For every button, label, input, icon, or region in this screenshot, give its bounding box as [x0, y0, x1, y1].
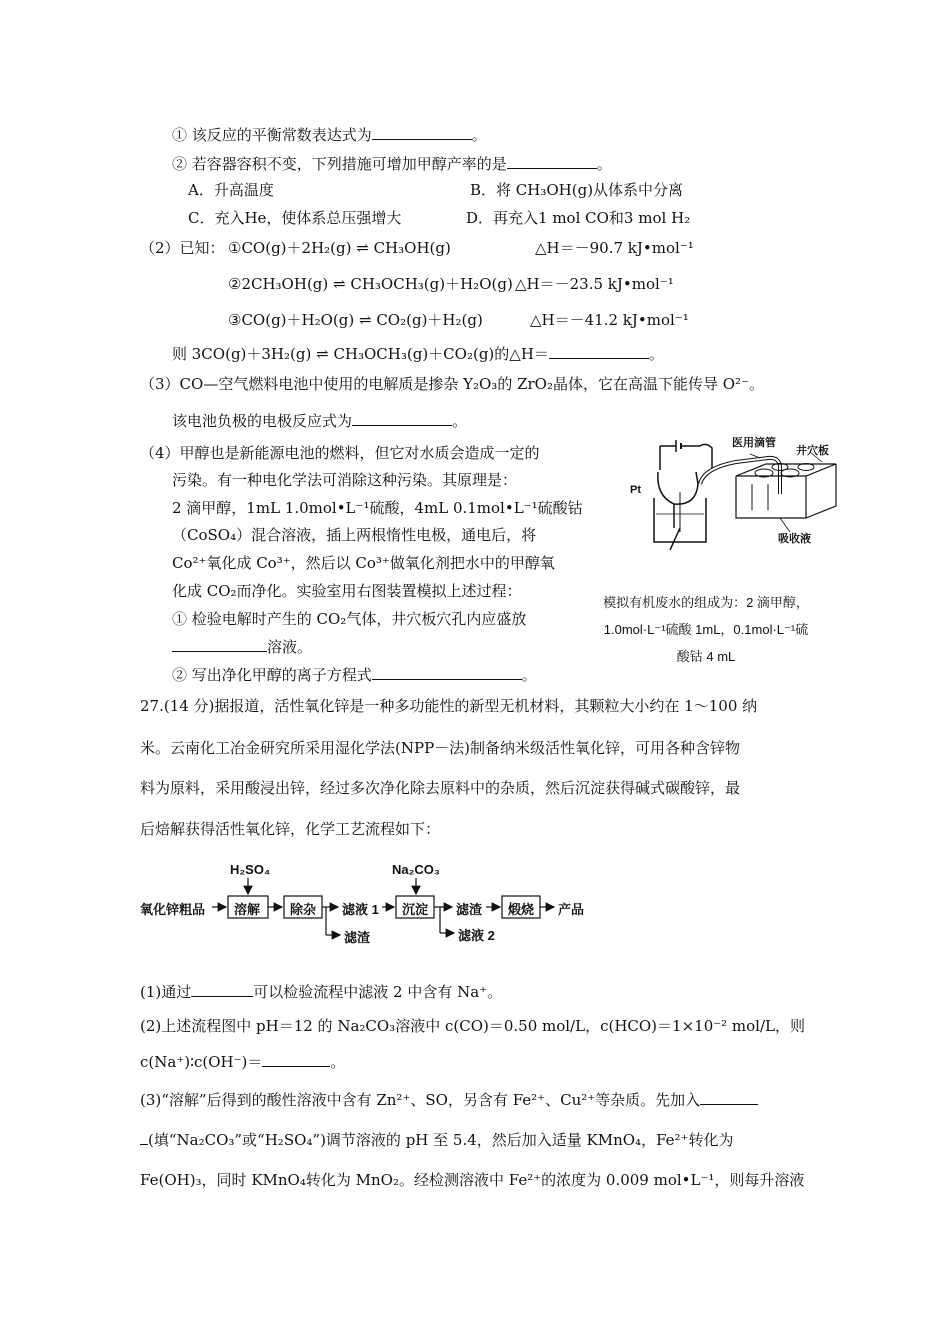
- flow-end-product: 产品: [558, 902, 585, 917]
- q27-sub3-text: (3)“溶解”后得到的酸性溶液中含有 Zn²⁺、SO，另含有 Fe²⁺、Cu²⁺等杂质。先加入: [140, 1091, 701, 1109]
- equation-2: ②2CH₃OH(g) ⇌ CH₃OCH₃(g)＋H₂O(g): [228, 275, 513, 293]
- q27-sub3-line-a: [140, 1089, 758, 1110]
- q26-part4-line9-text: ② 写出净化甲醇的离子方程式: [172, 666, 372, 684]
- flow-start: 氧化锌粗品: [140, 902, 206, 917]
- answer-blank-9[interactable]: [700, 1089, 758, 1105]
- answer-blank-2[interactable]: [507, 153, 597, 169]
- punct: 。: [648, 345, 664, 363]
- punct: 。: [521, 666, 537, 684]
- q27-intro-3: 料为原料，采用酸浸出锌，经过多次净化除去原料中的杂质，然后沉淀获得碱式碳酸锌，最: [140, 779, 741, 797]
- flow-residue: 滤渣: [456, 902, 483, 917]
- total-equation-line: [172, 343, 664, 364]
- answer-blank-7[interactable]: [191, 981, 253, 997]
- q26-part4-line3: 2 滴甲醇，1mL 1.0mol•L⁻¹硫酸，4mL 0.1mol•L⁻¹硫酸钴: [172, 499, 583, 517]
- label-absorb: 吸收液: [778, 533, 811, 545]
- q26-part4-line6: 化成 CO₂而净化。实验室用右图装置模拟上述过程：: [172, 582, 522, 600]
- q26-part4-line1: （4）甲醇也是新能源电池的燃料，但它对水质会造成一定的: [140, 444, 540, 462]
- label-pt: Pt: [630, 484, 641, 496]
- q26-part3-question: [172, 410, 467, 431]
- flow-reagent-na2co3: Na₂CO₃: [392, 862, 440, 877]
- figure-caption-2: 1.0mol·L⁻¹硫酸 1mL，0.1mol·L⁻¹硫: [603, 622, 809, 637]
- q27-sub3-line-c: Fe(OH)₃，同时 KMnO₄转化为 MnO₂。经检测溶液中 Fe²⁺的浓度为 0.009 mol•L⁻¹，则每升溶液: [140, 1171, 805, 1189]
- q27-intro-4: 后焙解获得活性氧化锌，化学工艺流程如下：: [140, 820, 441, 838]
- flow-box-dissolve: 溶解: [234, 902, 261, 917]
- punct: 。: [596, 155, 612, 173]
- q27-sub3-text-b: (填“Na₂CO₃”或“H₂SO₄”)调节溶液的 pH 至 5.4，然后加入适量 KMnO₄，Fe²⁺转化为: [148, 1131, 734, 1149]
- flow-reagent-h2so4: H₂SO₄: [230, 862, 271, 877]
- q26-part2-label: （2）已知：: [140, 239, 225, 257]
- q27-sub1-text-end: 可以检验流程中滤液 2 中含有 Na⁺。: [253, 983, 503, 1001]
- q27-sub3-line-b: [140, 1129, 733, 1150]
- q27-sub1-text: (1)通过: [140, 983, 192, 1001]
- option-a: A．升高温度: [188, 181, 274, 199]
- label-well-plate: 井穴板: [796, 445, 829, 457]
- total-equation: 则 3CO(g)＋3H₂(g) ⇌ CH₃OCH₃(g)＋CO₂(g)的△H＝: [172, 345, 549, 363]
- option-b: B．将 CH₃OH(g)从体系中分离: [470, 181, 684, 199]
- q26-sub1-line: [172, 124, 487, 145]
- answer-blank-1[interactable]: [372, 124, 472, 140]
- option-d: D．再充入1 mol CO和3 mol H₂: [466, 209, 691, 227]
- punct: 。: [452, 412, 468, 430]
- q27-intro-1: 27.(14 分)据报道，活性氧化锌是一种多功能性的新型无机材料，其颗粒大小约在 1～100 纳: [140, 697, 758, 715]
- q26-part4-line4: （CoSO₄）混合溶液，插上两根惰性电极，通电后，将: [172, 526, 537, 544]
- apparatus-figure: [630, 432, 840, 550]
- equation-3: ③CO(g)＋H₂O(g) ⇌ CO₂(g)＋H₂(g): [228, 311, 483, 329]
- q27-sub2-text: c(Na⁺)∶c(OH⁻)＝: [140, 1053, 263, 1071]
- figure-caption-3: 酸钴 4 mL: [676, 649, 736, 664]
- flow-box-precipitate: 沉淀: [402, 902, 429, 917]
- q27-sub2-line-b: [140, 1051, 345, 1072]
- option-c: C．充入He，使体系总压强增大: [188, 209, 402, 227]
- q26-part4-line2: 污染。有一种电化学法可消除这种污染。其原理是：: [172, 471, 518, 489]
- q26-sub1-text: ① 该反应的平衡常数表达式为: [172, 126, 372, 144]
- q27-sub2-line-a: (2)上述流程图中 pH＝12 的 Na₂CO₃溶液中 c(CO)＝0.50 mol/L，c(HCO)＝1×10⁻² mol/L，则: [140, 1017, 805, 1035]
- q26-part4-line7: ① 检验电解时产生的 CO₂气体，井穴板穴孔内应盛放: [172, 610, 527, 628]
- answer-blank-9-cont[interactable]: [140, 1129, 148, 1145]
- equation-1-enthalpy: △H＝－90.7 kJ•mol⁻¹: [535, 239, 694, 257]
- answer-blank-5[interactable]: [172, 636, 267, 652]
- equation-1: ①CO(g)＋2H₂(g) ⇌ CH₃OH(g): [228, 239, 451, 257]
- figure-caption-1: 模拟有机废水的组成为：2 滴甲醇，: [603, 595, 809, 610]
- punct: 。: [330, 1053, 346, 1071]
- flow-filtrate-2: 滤液 2: [458, 928, 495, 943]
- flow-waste-residue: 滤渣: [344, 930, 371, 945]
- q26-part4-line9: [172, 664, 537, 685]
- equation-2-enthalpy: △H＝－23.5 kJ•mol⁻¹: [515, 275, 674, 293]
- label-dropper: 医用滴管: [732, 437, 776, 449]
- q26-part4-line8: [172, 636, 312, 657]
- answer-blank-6[interactable]: [372, 664, 522, 680]
- flow-box-calcine: 煅烧: [508, 902, 535, 917]
- answer-blank-4[interactable]: [352, 410, 452, 426]
- q26-sub2-text: ② 若容器容积不变，下列措施可增加甲醇产率的是: [172, 155, 507, 173]
- q26-part3-text: 该电池负极的电极反应式为: [172, 412, 353, 430]
- flow-filtrate-1: 滤液 1: [342, 902, 379, 917]
- equation-3-enthalpy: △H＝－41.2 kJ•mol⁻¹: [530, 311, 689, 329]
- process-flow-diagram: [140, 860, 600, 950]
- punct: 。: [471, 126, 487, 144]
- answer-blank-3[interactable]: [549, 343, 649, 359]
- q26-part3-line: （3）CO—空气燃料电池中使用的电解质是掺杂 Y₂O₃的 ZrO₂晶体，它在高温下能传导 O²⁻。: [140, 375, 764, 393]
- flow-box-purify: 除杂: [290, 902, 317, 917]
- q27-intro-2: 米。云南化工冶金研究所采用湿化学法(NPP－法)制备纳米级活性氧化锌，可用各种含锌物: [140, 739, 741, 757]
- q26-part4-line5: Co²⁺氧化成 Co³⁺，然后以 Co³⁺做氧化剂把水中的甲醇氧: [172, 554, 555, 572]
- q26-sub2-line: [172, 153, 612, 174]
- q26-part4-line8-text: 溶液。: [267, 638, 313, 656]
- answer-blank-8[interactable]: [262, 1051, 330, 1067]
- q27-sub1-line: [140, 981, 502, 1002]
